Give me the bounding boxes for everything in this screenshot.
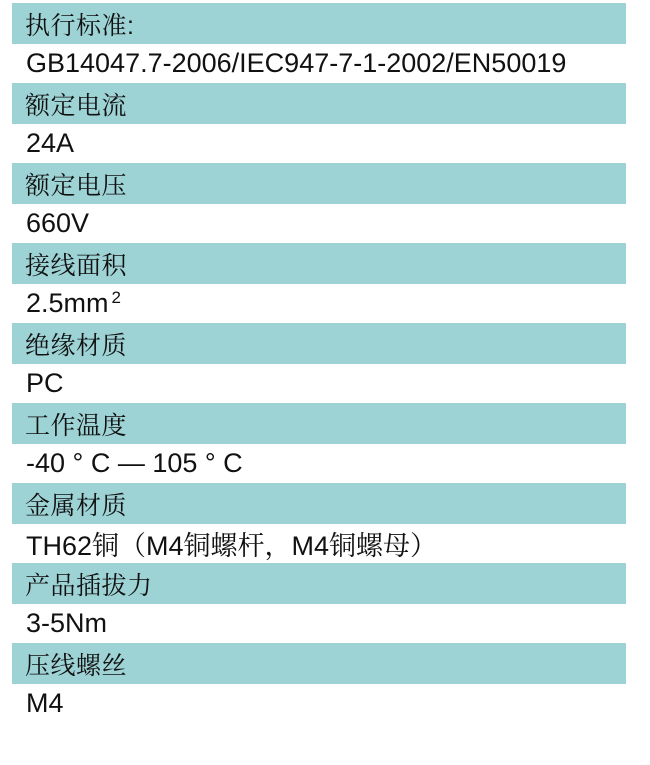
spec-sheet (12, 0, 626, 723)
spec-label-bar (12, 483, 626, 524)
spec-value-row (12, 604, 626, 643)
spec-section (12, 323, 626, 403)
spec-value-row (12, 284, 626, 323)
spec-label: 额定电压 (25, 171, 128, 200)
spec-section (12, 163, 626, 243)
spec-label-bar (12, 243, 626, 284)
spec-section (12, 83, 626, 163)
spec-label-bar (12, 403, 626, 444)
spec-label-bar (12, 83, 626, 124)
spec-value-row (12, 684, 626, 723)
spec-label: 绝缘材质 (25, 331, 128, 360)
spec-label-bar (12, 163, 626, 204)
spec-label: 额定电流 (25, 91, 128, 120)
spec-value: 2.5mm (26, 288, 109, 318)
spec-value: GB14047.7-2006/IEC947-7-1-2002/EN50019 (26, 48, 567, 78)
spec-label-bar (12, 3, 626, 44)
spec-label: 金属材质 (25, 491, 128, 520)
spec-value: 3-5Nm (26, 608, 108, 638)
spec-section (12, 483, 626, 563)
spec-section (12, 643, 626, 723)
spec-value-row (12, 44, 626, 83)
spec-label: 接线面积 (25, 251, 128, 280)
spec-label: 执行标准: (25, 11, 135, 40)
spec-label-bar (12, 563, 626, 604)
spec-value-row (12, 524, 626, 563)
spec-section (12, 3, 626, 83)
spec-label: 工作温度 (25, 411, 128, 440)
spec-value: -40 ° C — 105 ° C (26, 448, 243, 478)
spec-value: 660V (26, 208, 90, 238)
spec-value-superscript: 2 (111, 288, 121, 307)
spec-section (12, 563, 626, 643)
spec-value-row (12, 444, 626, 483)
spec-value: TH62铜（M4铜螺杆，M4铜螺母） (26, 531, 438, 561)
spec-value-row (12, 364, 626, 403)
spec-section (12, 403, 626, 483)
spec-section (12, 243, 626, 323)
spec-label-bar (12, 323, 626, 364)
spec-value: 24A (26, 128, 75, 158)
spec-label: 压线螺丝 (25, 651, 128, 680)
spec-value-row (12, 124, 626, 163)
spec-label-bar (12, 643, 626, 684)
spec-value: PC (26, 368, 64, 398)
spec-label: 产品插拔力 (25, 571, 153, 600)
spec-value-row (12, 204, 626, 243)
spec-value: M4 (26, 688, 64, 718)
